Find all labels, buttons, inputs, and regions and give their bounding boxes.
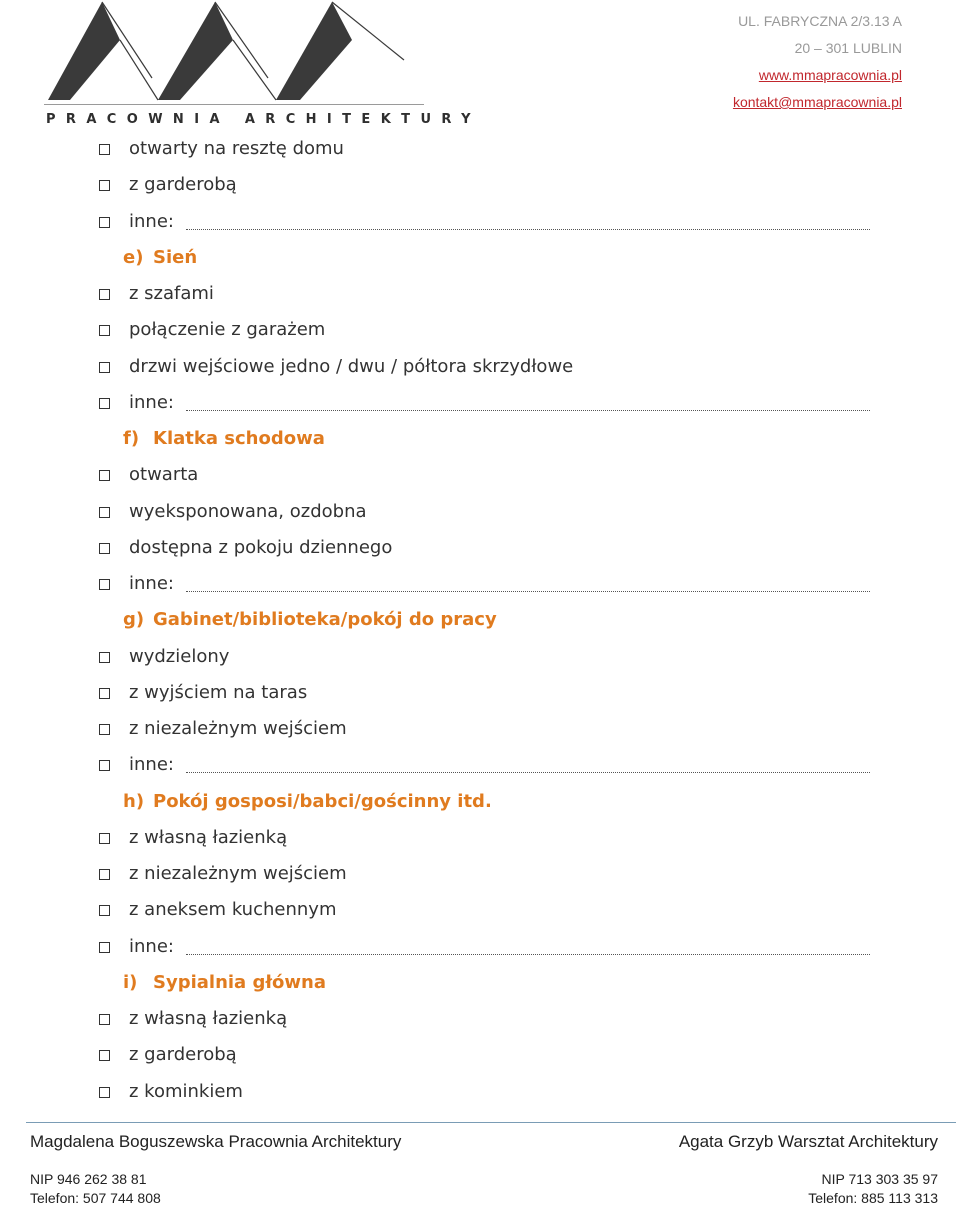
logo-divider <box>44 104 424 105</box>
section-label: Klatka schodowa <box>153 428 325 449</box>
section-label: Sypialnia główna <box>153 971 326 993</box>
checklist-label: wyeksponowana, ozdobna <box>129 500 367 522</box>
checkbox[interactable] <box>99 579 110 590</box>
checkbox[interactable] <box>99 1050 110 1061</box>
checklist-item <box>0 1004 960 1040</box>
checkbox[interactable] <box>99 1087 110 1098</box>
fill-in-line[interactable] <box>186 954 870 955</box>
checklist-item <box>0 1040 960 1076</box>
checkbox[interactable] <box>99 760 110 771</box>
checklist-label: z kominkiem <box>129 1080 243 1102</box>
checkbox[interactable] <box>99 144 110 155</box>
checklist-label: z aneksem kuchennym <box>129 899 337 921</box>
section-heading <box>0 787 960 823</box>
checklist-item <box>0 895 960 931</box>
checklist-label: z szafami <box>129 283 214 304</box>
section-letter: f) <box>123 428 140 449</box>
fill-in-line[interactable] <box>186 772 870 773</box>
checklist-item <box>0 533 960 569</box>
section-label: Sień <box>153 246 198 268</box>
checkbox[interactable] <box>99 833 110 844</box>
section-heading <box>0 605 960 641</box>
checklist-label: z niezależnym wejściem <box>129 718 347 739</box>
footer-right-nip: NIP 713 303 35 97 <box>821 1171 938 1187</box>
checklist-label: drzwi wejściowe jedno / dwu / półtora skrzydłowe <box>129 355 574 377</box>
logo-text: PRACOWNIA ARCHITEKTURY <box>46 112 481 127</box>
checklist-item <box>0 134 960 170</box>
mma-logo-icon <box>40 0 430 110</box>
checklist-item <box>0 823 960 859</box>
checklist-label: połączenie z garażem <box>129 319 326 341</box>
checklist-label: z własną łazienką <box>129 1008 288 1029</box>
checkbox[interactable] <box>99 652 110 663</box>
checklist-label: z garderobą <box>129 1044 237 1066</box>
checklist-item <box>0 678 960 714</box>
checklist-item <box>0 714 960 750</box>
checklist-label: otwarta <box>129 464 199 486</box>
checklist-item <box>0 497 960 533</box>
checkbox[interactable] <box>99 325 110 336</box>
checklist-item <box>0 315 960 351</box>
checkbox[interactable] <box>99 470 110 481</box>
footer-left-phone: Telefon: 507 744 808 <box>30 1190 161 1206</box>
footer-right-company: Agata Grzyb Warsztat Architektury <box>678 1132 938 1151</box>
checklist-item-other <box>0 207 960 243</box>
contact-block <box>733 8 902 116</box>
fill-in-line[interactable] <box>186 410 870 411</box>
section-letter: h) <box>123 790 145 812</box>
checklist-label: z niezależnym wejściem <box>129 863 347 884</box>
section-title <box>123 791 492 812</box>
section-heading <box>0 424 960 460</box>
checklist-label: z garderobą <box>129 174 237 196</box>
checklist-item <box>0 279 960 315</box>
section-letter: e) <box>123 246 144 268</box>
section-label: Pokój gosposi/babci/gościnny itd. <box>153 790 492 812</box>
section-title <box>123 247 197 268</box>
checklist-label: otwarty na resztę domu <box>129 138 344 159</box>
checklist-item <box>0 1077 960 1113</box>
email-link[interactable]: kontakt@mmapracownia.pl <box>732 94 902 110</box>
checkbox[interactable] <box>99 1014 110 1025</box>
footer-left-company: Magdalena Boguszewska Pracownia Architektury <box>30 1132 402 1151</box>
checkbox[interactable] <box>99 180 110 191</box>
checkbox[interactable] <box>99 217 110 228</box>
section-title <box>123 609 497 630</box>
section-title <box>123 428 325 449</box>
checklist-item-other <box>0 750 960 786</box>
checkbox[interactable] <box>99 905 110 916</box>
section-letter: i) <box>123 971 138 993</box>
checklist-item <box>0 859 960 895</box>
checkbox[interactable] <box>99 724 110 735</box>
checkbox[interactable] <box>99 362 110 373</box>
checklist-item-other <box>0 388 960 424</box>
footer-left-nip: NIP 946 262 38 81 <box>30 1171 147 1187</box>
website-link[interactable]: www.mmapracownia.pl <box>758 67 902 83</box>
checklist-label: inne: <box>129 935 174 957</box>
checklist-label: z własną łazienką <box>129 826 288 848</box>
section-heading <box>0 968 960 1004</box>
company-logo <box>40 0 481 130</box>
fill-in-line[interactable] <box>186 591 870 592</box>
checklist-item <box>0 352 960 388</box>
checkbox[interactable] <box>99 543 110 554</box>
checklist-item <box>0 642 960 678</box>
checklist-label: dostępna z pokoju dziennego <box>129 536 393 558</box>
checklist-item-other <box>0 569 960 605</box>
footer-right-phone: Telefon: 885 113 313 <box>808 1190 938 1206</box>
checkbox[interactable] <box>99 869 110 880</box>
section-label: Gabinet/biblioteka/pokój do pracy <box>153 609 497 631</box>
checkbox[interactable] <box>99 289 110 300</box>
fill-in-line[interactable] <box>186 229 870 230</box>
checkbox[interactable] <box>99 507 110 518</box>
section-heading <box>0 243 960 279</box>
checklist-label: inne: <box>129 573 174 594</box>
section-title <box>123 972 326 993</box>
checkbox[interactable] <box>99 942 110 953</box>
checklist-label: inne: <box>129 391 174 413</box>
checklist-item <box>0 460 960 496</box>
section-letter: g) <box>123 609 145 631</box>
address-line-1: UL. FABRYCZNA 2/3.13 A <box>738 13 902 29</box>
checklist-label: wydzielony <box>129 645 230 667</box>
checklist-label: inne: <box>129 754 174 776</box>
checklist-label: z wyjściem na taras <box>129 681 308 703</box>
checklist-item-other <box>0 932 960 968</box>
checklist-item <box>0 170 960 206</box>
address-line-2: 20 – 301 LUBLIN <box>794 40 902 56</box>
footer-divider <box>26 1122 956 1123</box>
checklist-label: inne: <box>129 210 174 232</box>
checkbox[interactable] <box>99 398 110 409</box>
checkbox[interactable] <box>99 688 110 699</box>
